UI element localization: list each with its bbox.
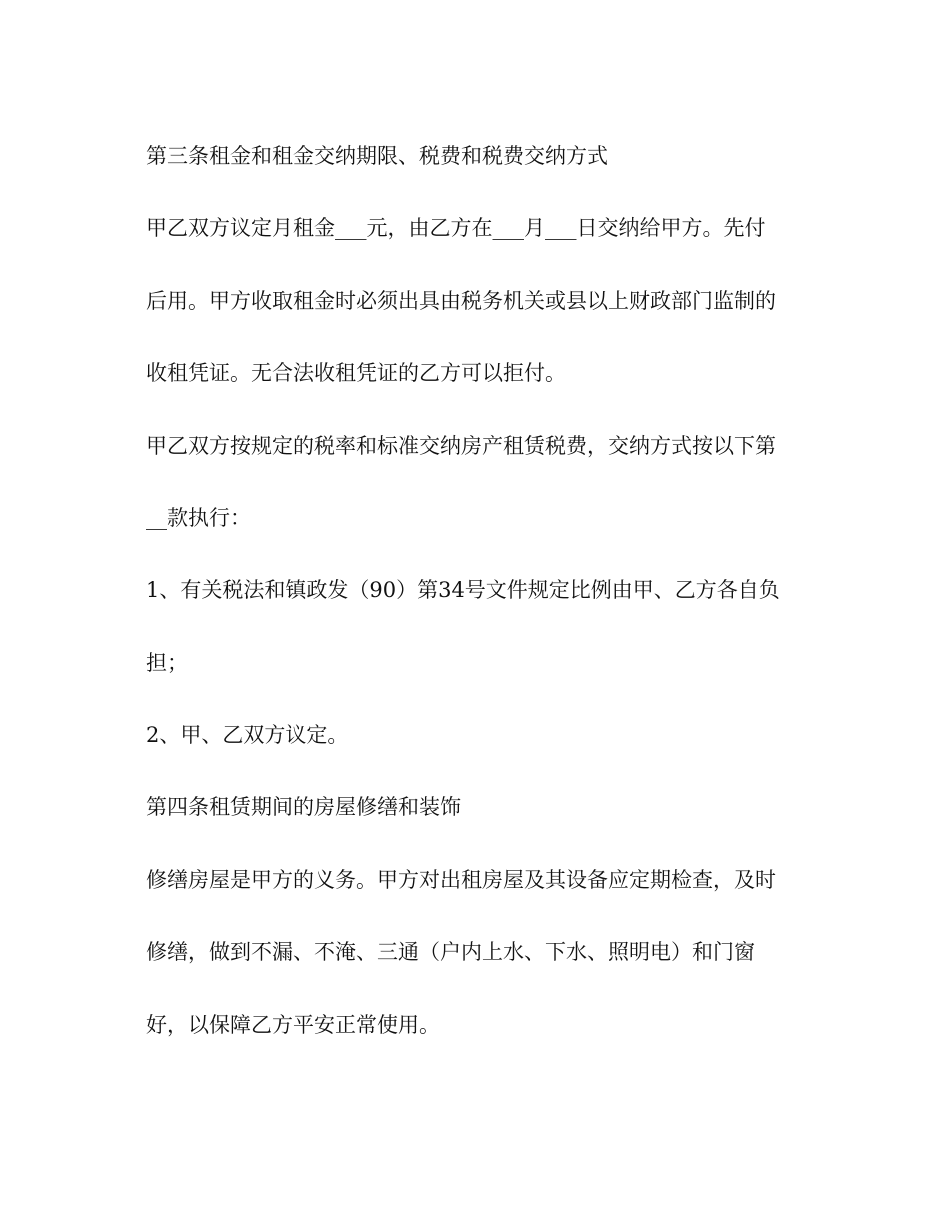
list-item-1-continued: 担； [146, 651, 188, 675]
paragraph-line: 修缮，做到不漏、不淹、三通（户内上水、下水、照明电）和门窗 [146, 940, 755, 964]
section-heading-article-3: 第三条租金和租金交纳期限、税费和税费交纳方式 [146, 144, 608, 168]
paragraph-line: __款执行： [146, 506, 251, 530]
list-item-1: 1、有关税法和镇政发（90）第34号文件规定比例由甲、乙方各自负 [146, 578, 780, 602]
paragraph-line: 修缮房屋是甲方的义务。甲方对出租房屋及其设备应定期检查，及时 [146, 868, 776, 892]
list-item-2: 2、甲、乙双方议定。 [146, 723, 349, 747]
paragraph-line: 甲乙双方按规定的税率和标准交纳房产租赁税费，交纳方式按以下第 [146, 434, 776, 458]
paragraph-line: 后用。甲方收取租金时必须出具由税务机关或县以上财政部门监制的 [146, 289, 776, 313]
paragraph-line: 收租凭证。无合法收租凭证的乙方可以拒付。 [146, 361, 566, 385]
paragraph-line: 甲乙双方议定月租金___元，由乙方在___月___日交纳给甲方。先付 [146, 216, 766, 240]
paragraph-line: 好，以保障乙方平安正常使用。 [146, 1013, 440, 1037]
section-heading-article-4: 第四条租赁期间的房屋修缮和装饰 [146, 795, 461, 819]
